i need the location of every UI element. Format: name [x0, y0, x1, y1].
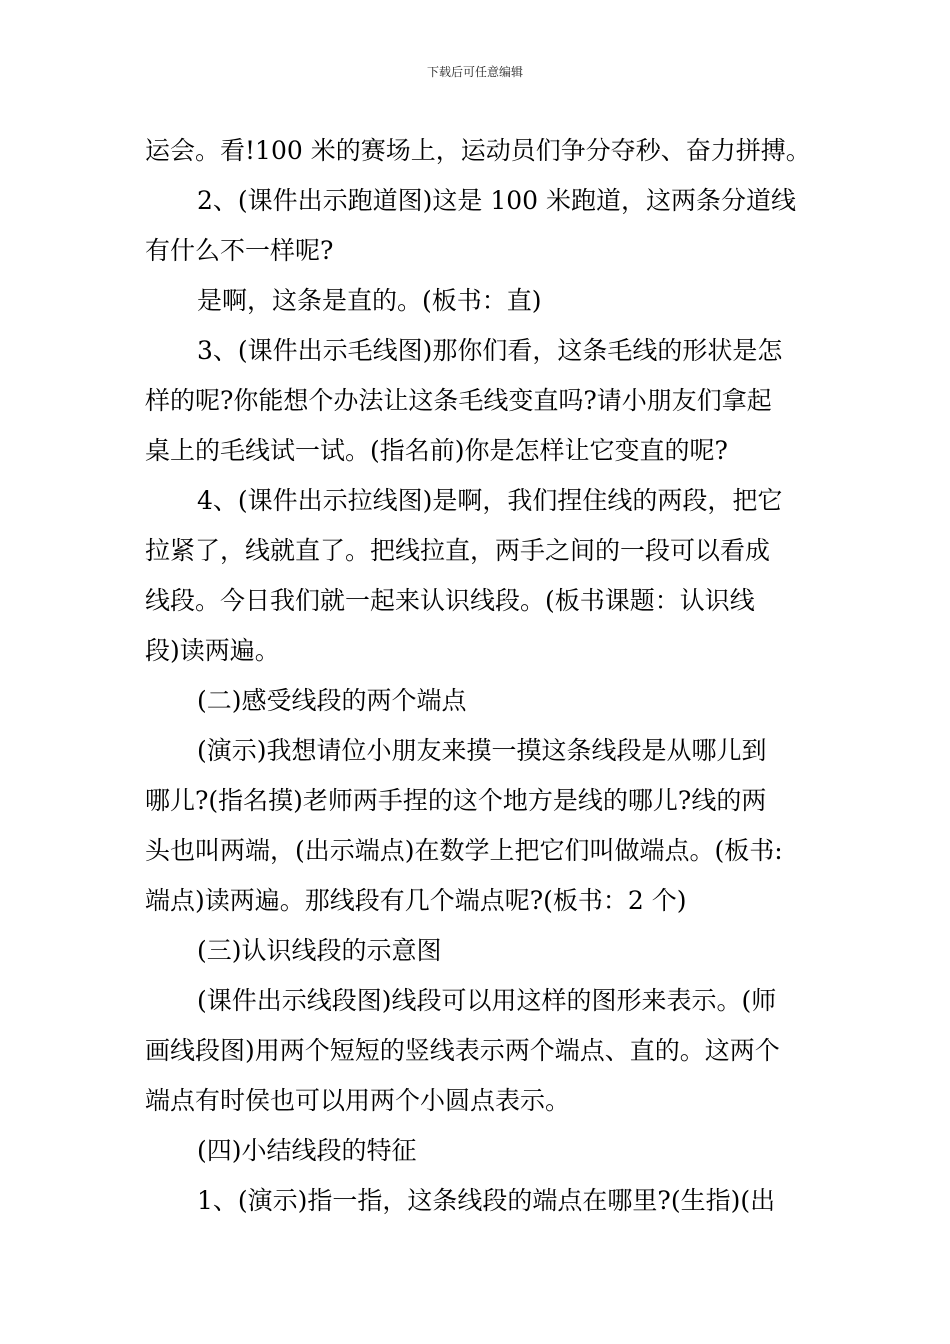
text-line-14: 哪儿?(指名摸)老师两手捏的这个地方是线的哪儿?线的两: [145, 786, 767, 815]
text-line-1: 运会。看!100 米的赛场上，运动员们争分夺秒、奋力拼搏。: [145, 136, 811, 165]
text-line-7: 桌上的毛线试一试。(指名前)你是怎样让它变直的呢?: [145, 436, 728, 465]
text-line-22: 1、(演示)指一指，这条线段的端点在哪里?(生指)(出: [197, 1186, 776, 1215]
text-line-4: 是啊，这条是直的。(板书：直): [197, 286, 542, 315]
text-line-20: 端点有时侯也可以用两个小圆点表示。: [145, 1086, 571, 1115]
document-body: [145, 126, 815, 1226]
text-line-8: 4、(课件出示拉线图)是啊，我们捏住线的两段，把它: [197, 486, 783, 515]
text-line-16: 端点)读两遍。那线段有几个端点呢?(板书：2 个): [145, 886, 687, 915]
text-line-10: 线段。今日我们就一起来认识线段。(板书课题：认识线: [145, 586, 755, 615]
section-heading-2: (二)感受线段的两个端点: [197, 686, 467, 715]
text-line-18: (课件出示线段图)线段可以用这样的图形来表示。(师: [197, 986, 777, 1015]
text-line-9: 拉紧了，线就直了。把线拉直，两手之间的一段可以看成: [145, 536, 771, 565]
text-line-6: 样的呢?你能想个办法让这条毛线变直吗?请小朋友们拿起: [145, 386, 772, 415]
text-line-13: (演示)我想请位小朋友来摸一摸这条线段是从哪儿到: [197, 736, 767, 765]
section-heading-3: (三)认识线段的示意图: [197, 936, 442, 965]
text-line-2: 2、(课件出示跑道图)这是 100 米跑道，这两条分道线: [197, 186, 797, 215]
page-header: 下载后可任意编辑: [426, 65, 523, 79]
section-heading-4: (四)小结线段的特征: [197, 1136, 417, 1165]
text-line-5: 3、(课件出示毛线图)那你们看，这条毛线的形状是怎: [197, 336, 783, 365]
text-line-11: 段)读两遍。: [145, 636, 280, 665]
text-line-15: 头也叫两端，(出示端点)在数学上把它们叫做端点。(板书:: [145, 836, 783, 865]
text-line-3: 有什么不一样呢?: [145, 236, 334, 265]
text-line-19: 画线段图)用两个短短的竖线表示两个端点、直的。这两个: [145, 1036, 780, 1065]
